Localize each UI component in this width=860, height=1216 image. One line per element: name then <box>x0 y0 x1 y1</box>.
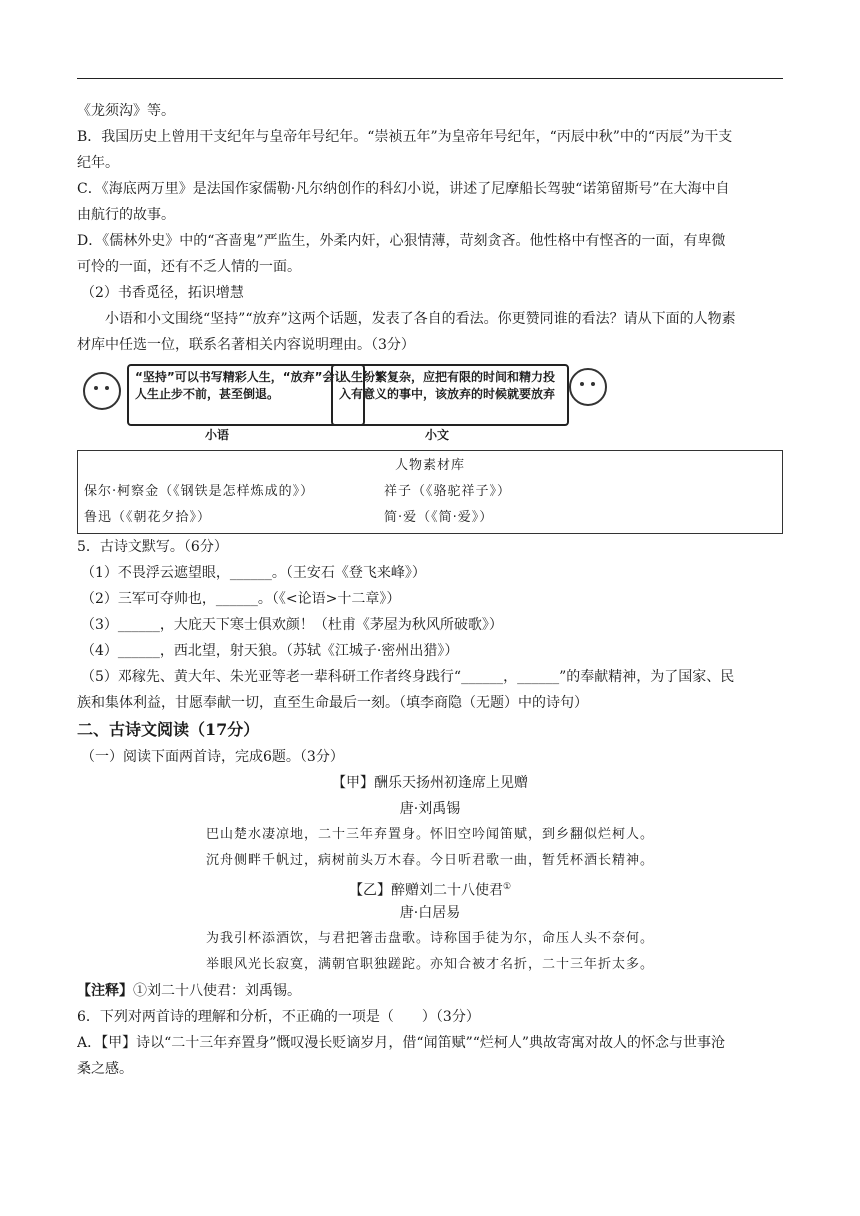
q5-item-2: （2）三军可夺帅也，______。（《<论语>十二章》） <box>81 591 401 607</box>
annotation-label: 【注释】 <box>77 983 133 999</box>
q5-item-4: （4）______，西北望，射天狼。（苏轼《江城子·密州出猎》） <box>81 643 459 659</box>
xiaoyu-face-icon <box>83 372 121 410</box>
option-d-line-cont: 可怜的一面，还有不乏人情的一面。 <box>77 259 301 275</box>
option-b-line: B．我国历史上曾用干支纪年与皇帝年号纪年。“崇祯五年”为皇帝年号纪年，“丙辰中秋”中的“丙辰”为干支 <box>77 129 733 145</box>
xiaowen-face-icon <box>569 368 607 406</box>
left-speech-bubble: “坚持”可以书写精彩人生，“放弃”会让人生止步不前，甚至倒退。 <box>127 364 365 426</box>
option-b-line-cont: 纪年。 <box>77 155 119 171</box>
q5-item-5: （5）邓稼先、黄大年、朱光亚等老一辈科研工作者终身践行“______，______”的奉献精神，为了国家、民 <box>81 669 735 685</box>
option-c-line-cont: 由航行的故事。 <box>77 207 175 223</box>
library-cell: 保尔·柯察金（《钢铁是怎样炼成的》） <box>84 484 315 499</box>
q5-item-5-cont: 族和集体利益，甘愿奉献一切，直至生命最后一刻。（填李商隐（无题）中的诗句） <box>77 695 588 711</box>
poem-2-title-text: 【乙】醉赠刘二十八使君 <box>348 882 503 899</box>
poem-2-title <box>77 874 783 900</box>
poem-2-line: 为我引杯添酒饮，与君把箸击盘歌。诗称国手徒为尔，命压人头不奈何。 <box>205 931 654 946</box>
right-speaker-label: 小文 <box>425 428 450 442</box>
q6-option-a: A．【甲】诗以“二十三年弃置身”慨叹漫长贬谪岁月，借“闻笛赋”“烂柯人”典故寄寓对故人的怀念与世事沧 <box>77 1035 726 1051</box>
library-row <box>84 479 776 505</box>
footnote-marker: ① <box>502 882 512 892</box>
library-row <box>84 505 776 531</box>
q5-item-3: （3）______，大庇天下寒士俱欢颜！（杜甫《茅屋为秋风所破歌》） <box>81 617 503 633</box>
library-cell: 鲁迅（《朝花夕拾》） <box>84 510 212 525</box>
comic-illustration <box>77 362 783 448</box>
q6-option-a-cont: 桑之感。 <box>77 1061 133 1077</box>
section-2-heading: 二、古诗文阅读（17分） <box>77 720 260 739</box>
left-speaker-label: 小语 <box>205 428 230 442</box>
text-line: 《龙须沟》等。 <box>77 103 175 119</box>
q5-item-1: （1）不畏浮云遮望眼，______。（王安石《登飞来峰》） <box>81 565 426 581</box>
option-c-line: C．《海底两万里》是法国作家儒勒·凡尔纳创作的科幻小说，讲述了尼摩船长驾驶“诺第留斯号”在大海中自 <box>77 181 730 197</box>
library-title: 人物素材库 <box>394 458 465 473</box>
document-page <box>77 98 783 1082</box>
section-2-intro: （一）阅读下面两首诗，完成6题。（3分） <box>81 749 344 765</box>
question-5-heading: 5．古诗文默写。（6分） <box>77 539 228 555</box>
prompt-line-cont: 材库中任选一位，联系名著相关内容说明理由。（3分） <box>77 337 415 353</box>
option-d-line: D．《儒林外史》中的“吝啬鬼”严监生，外柔内奸，心狠情薄，苛刻贪吝。他性格中有悭吝的一面，有卑微 <box>77 233 726 249</box>
question-6-heading: 6．下列对两首诗的理解和分析，不正确的一项是（ ）（3分） <box>77 1009 480 1025</box>
poem-2-author: 唐·白居易 <box>399 905 461 921</box>
character-library-table <box>77 450 783 534</box>
poem-1-line: 沉舟侧畔千帆过，病树前头万木春。今日听君歌一曲，暂凭杯酒长精神。 <box>205 853 654 868</box>
library-cell: 简·爱（《简·爱》） <box>384 510 494 525</box>
prompt-line: 小语和小文围绕“坚持”“放弃”这两个话题，发表了各自的看法。你更赞同谁的看法？请从下面的人物素 <box>105 311 736 327</box>
header-rule <box>77 78 783 79</box>
subquestion-2-heading: （2）书香觅径，拓识增慧 <box>81 285 244 301</box>
poem-1-line: 巴山楚水凄凉地，二十三年弃置身。怀旧空吟闻笛赋，到乡翻似烂柯人。 <box>205 827 654 842</box>
annotation-text: ①刘二十八使君：刘禹锡。 <box>133 983 301 999</box>
poem-1-title: 【甲】酬乐天扬州初逢席上见赠 <box>332 775 528 791</box>
poem-1-author: 唐·刘禹锡 <box>399 801 461 817</box>
right-speech-bubble: 人生纷繁复杂，应把有限的时间和精力投入有意义的事中，该放弃的时候就要放弃 <box>331 364 569 426</box>
library-cell: 祥子（《骆驼祥子》） <box>384 484 512 499</box>
annotation-line <box>77 978 783 1004</box>
poem-2-line: 举眼风光长寂寞，满朝官职独蹉跎。亦知合被才名折，二十三年折太多。 <box>205 957 654 972</box>
